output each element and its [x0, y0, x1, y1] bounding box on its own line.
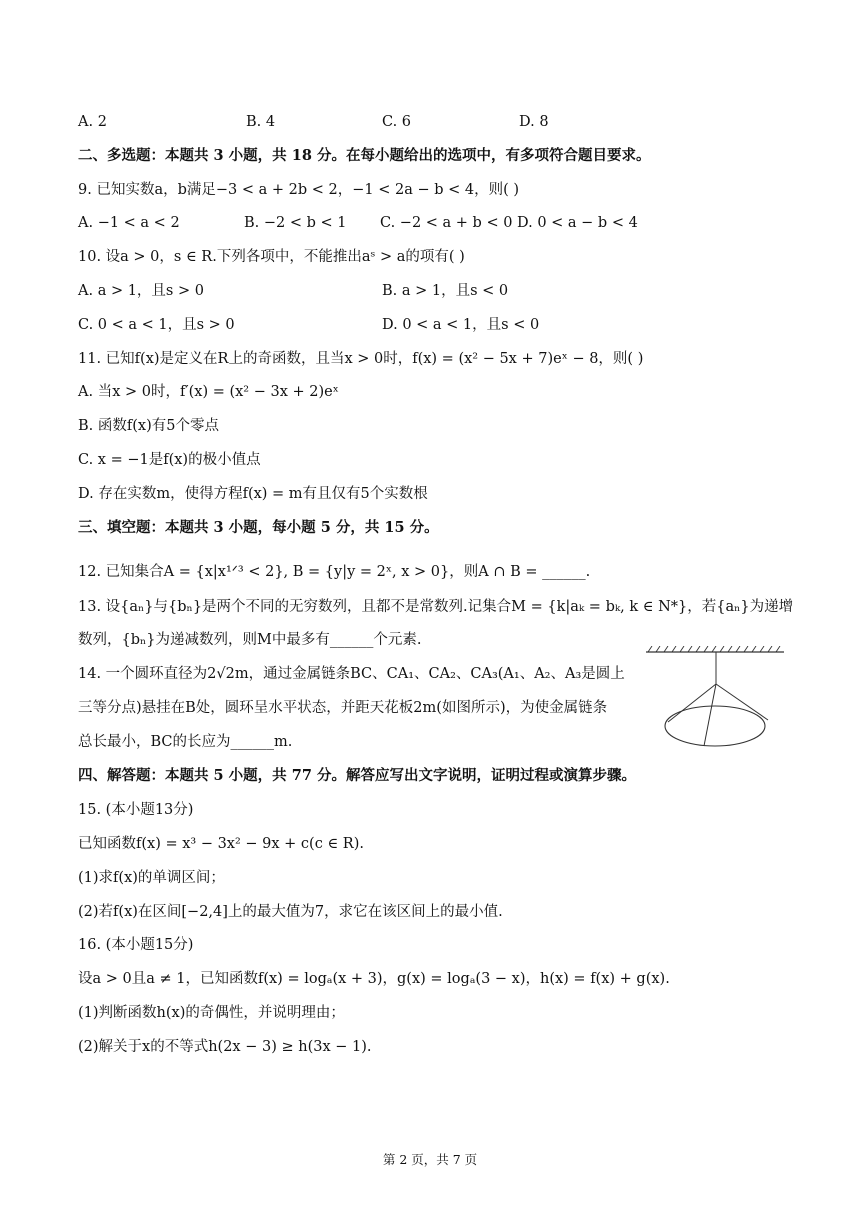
- page-footer: 第 2 页，共 7 页: [382, 1152, 478, 1167]
- q16-head: 16. (本小题15分): [78, 937, 194, 953]
- q14-line2: 三等分点)悬挂在B处，圆环呈水平状态，并距天花板2m(如图所示)，为使金属链条: [78, 700, 608, 716]
- q12-stem: 12. 已知集合A = {x|x¹ᐟ³ < 2}, B = {y|y = 2ˣ, x > 0}，则A ∩ B = ______.: [78, 564, 591, 580]
- ring-ellipse: [665, 706, 765, 746]
- q16-part1: (1)判断函数h(x)的奇偶性，并说明理由；: [78, 1005, 345, 1021]
- chain-ca3: [704, 684, 716, 746]
- section3-heading: 三、填空题：本题共 3 小题，每小题 5 分，共 15 分。: [78, 519, 439, 536]
- chain-ca1: [668, 684, 716, 722]
- q14-line3: 总长最小，BC的长应为______m.: [78, 734, 293, 750]
- q11-stem: 11. 已知f(x)是定义在R上的奇函数，且当x > 0时，f(x) = (x² − 5x + 7)eˣ − 8，则( ): [78, 351, 644, 367]
- q8-options: [78, 112, 679, 132]
- q10-option-b: B. a > 1，且s < 0: [382, 283, 509, 299]
- q11-option-d: D. 存在实数m，使得方程f(x) = m有且仅有5个实数根: [78, 486, 428, 502]
- section2-heading: 二、多选题：本题共 3 小题，共 18 分。在每小题给出的选项中，有多项符合题目要求。: [78, 147, 651, 164]
- q8-option-d: D. 8: [519, 114, 549, 130]
- q10-option-a: A. a > 1，且s > 0: [78, 283, 204, 299]
- q13-line1: 13. 设{aₙ}与{bₙ}是两个不同的无穷数列，且都不是常数列.记集合M = {k|aₖ = bₖ, k ∈ N*}，若{aₙ}为递增: [78, 599, 794, 615]
- q9-stem: 9. 已知实数a，b满足−3 < a + 2b < 2，−1 < 2a − b < 4，则( ): [78, 182, 520, 198]
- ceiling-hatch: [648, 646, 780, 652]
- q15-part1: (1)求f(x)的单调区间；: [78, 870, 225, 886]
- q11-option-b: B. 函数f(x)有5个零点: [78, 418, 219, 434]
- q10-option-c: C. 0 < a < 1，且s > 0: [78, 317, 235, 333]
- q13-line2: 数列，{bₙ}为递减数列，则M中最多有______个元素.: [78, 632, 422, 648]
- q15-part2: (2)若f(x)在区间[−2,4]上的最大值为7，求它在该区间上的最小值.: [78, 904, 503, 920]
- q9-options: [78, 213, 677, 233]
- q8-option-b: B. 4: [246, 114, 276, 130]
- q10-stem: 10. 设a > 0，s ∈ R.下列各项中，不能推出aˢ > a的项有( ): [78, 249, 465, 265]
- q9-option-d: D. 0 < a − b < 4: [517, 215, 638, 231]
- q9-option-c: C. −2 < a + b < 0: [380, 215, 513, 231]
- q9-option-b: B. −2 < b < 1: [244, 215, 347, 231]
- chain-ca2: [716, 684, 768, 720]
- q11-option-a: A. 当x > 0时，f′(x) = (x² − 3x + 2)eˣ: [78, 384, 339, 400]
- q14-line1: 14. 一个圆环直径为2√2m，通过金属链条BC、CA₁、CA₂、CA₃(A₁、A₂、A₃是圆上: [78, 666, 625, 682]
- q16-stem: 设a > 0且a ≠ 1，已知函数f(x) = logₐ(x + 3)，g(x) = logₐ(3 − x)，h(x) = f(x) + g(x).: [78, 971, 670, 987]
- q15-stem: 已知函数f(x) = x³ − 3x² − 9x + c(c ∈ R).: [78, 836, 364, 852]
- q10-option-d: D. 0 < a < 1，且s < 0: [382, 317, 540, 333]
- q9-option-a: A. −1 < a < 2: [78, 215, 180, 231]
- q16-part2: (2)解关于x的不等式h(2x − 3) ≥ h(3x − 1).: [78, 1039, 372, 1055]
- q8-option-c: C. 6: [382, 114, 412, 130]
- q11-option-c: C. x = −1是f(x)的极小值点: [78, 452, 261, 468]
- q15-head: 15. (本小题13分): [78, 802, 194, 818]
- q8-option-a: A. 2: [78, 114, 107, 130]
- ring-hanging-figure: [640, 646, 790, 756]
- section4-heading: 四、解答题：本题共 5 小题，共 77 分。解答应写出文字说明，证明过程或演算步骤。: [78, 767, 636, 784]
